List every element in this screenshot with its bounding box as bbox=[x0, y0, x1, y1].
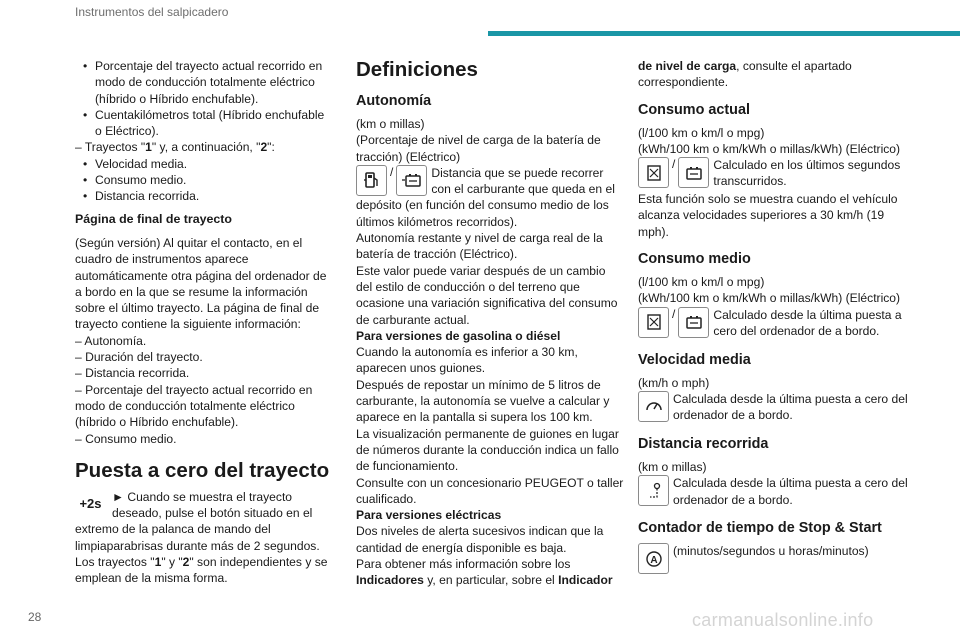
header-title: Instrumentos del salpicadero bbox=[75, 5, 229, 19]
units-text: (km/h o mph) bbox=[638, 375, 710, 390]
battery-consumption-icon bbox=[678, 307, 709, 338]
autonomy-icon-row: / Distancia que se puede recorrer con el carburante que queda en el depósito (en función del consumo medio de los últimos kilómetros recorridos). bbox=[356, 165, 624, 230]
battery-consumption-icon bbox=[678, 157, 709, 188]
paragraph: Cuando la autonomía es inferior a 30 km, aparecen unos guiones. bbox=[356, 345, 578, 376]
stop-start-icon bbox=[638, 543, 669, 574]
bullet-item: • Cuentakilómetros total (Híbrido enchufable o Eléctrico). bbox=[75, 107, 330, 140]
section-title: Puesta a cero del trayecto bbox=[75, 458, 330, 482]
trip-line: – Trayectos "1" y, a continuación, "2": bbox=[75, 140, 275, 155]
column-3 bbox=[638, 58, 908, 577]
paragraph: (minutos/segundos u horas/minutos) bbox=[673, 544, 869, 559]
list-item: – Distancia recorrida. bbox=[75, 366, 190, 381]
section-heading: Consumo medio bbox=[638, 251, 751, 268]
distance-icon-row bbox=[638, 475, 908, 509]
units-text: (kWh/100 km o km/kWh o millas/kWh) (Eléctrico) bbox=[638, 291, 901, 306]
units-text: (kWh/100 km o km/kWh o millas/kWh) (Eléctrico) bbox=[638, 141, 901, 156]
reset-button-icon: +2s bbox=[75, 489, 106, 520]
subheading: Para versiones eléctricas bbox=[356, 508, 502, 523]
paragraph: Esta función solo se muestra cuando el vehículo alcanza velocidades superiores a 30 km/h (19 mph). bbox=[638, 192, 898, 239]
units-text: (l/100 km o km/l o mpg) bbox=[638, 125, 765, 140]
list-item: – Consumo medio. bbox=[75, 431, 177, 446]
stopstart-icon-row bbox=[638, 543, 908, 577]
current-consumption-icon-row: / Calculado en los últimos segundos transcurridos. bbox=[638, 157, 908, 191]
paragraph: Autonomía restante y nivel de carga real de la batería de tracción (Eléctrico). bbox=[356, 231, 603, 262]
reset-block bbox=[75, 489, 330, 587]
bullet-item: • Distancia recorrida. bbox=[75, 188, 330, 204]
section-heading: Velocidad media bbox=[638, 351, 751, 368]
watermark: carmanualsonline.info bbox=[692, 610, 874, 630]
section-heading: Consumo actual bbox=[638, 101, 750, 118]
paragraph: Después de repostar un mínimo de 5 litros de carburante, la autonomía se vuelve a calcular y aparece en la pantalla si supera los 100 km. bbox=[356, 377, 610, 425]
fuel-consumption-icon bbox=[638, 307, 669, 338]
paragraph: Consulte con un concesionario PEUGEOT o taller cualificado. bbox=[356, 475, 624, 506]
bullet-item: • Consumo medio. bbox=[75, 172, 330, 188]
paragraph: Dos niveles de alerta sucesivos indican que la cantidad de energía disponible es baja. bbox=[356, 524, 604, 555]
list-item: – Porcentaje del trayecto actual recorrido en modo de conducción totalmente eléctrico (híbrido o Híbrido enchufable). bbox=[75, 382, 313, 430]
paragraph: Distancia que se puede recorrer con el carburante que queda en el depósito (en función del consumo medio de los últimos kilómetros recorridos). bbox=[356, 165, 615, 229]
paragraph: (Según versión) Al quitar el contacto, en el cuadro de instrumentos aparece automáticamente otra página del ordenador de a bordo en la que se resume la información sobre el último trayecto. La página de final de trayecto contiene la siguiente información: bbox=[75, 235, 327, 332]
paragraph: Para obtener más información sobre los Indicadores y, en particular, sobre el Indicador bbox=[356, 557, 613, 588]
page-number: 28 bbox=[28, 610, 42, 624]
paragraph: de nivel de carga, consulte el apartado correspondiente. bbox=[638, 59, 852, 90]
speedometer-icon bbox=[638, 391, 669, 422]
paragraph: Calculada desde la última puesta a cero del ordenador de a bordo. bbox=[673, 391, 908, 423]
svg-text:A: A bbox=[649, 554, 658, 566]
section-heading: Autonomía bbox=[356, 93, 432, 109]
average-consumption-icon-row: / Calculado desde la última puesta a cero del ordenador de a bordo. bbox=[638, 307, 908, 341]
paragraph: ► Cuando se muestra el trayecto deseado, pulse el botón situado en el extremo de la palanca de mando del limpiaparabrisas durante más de 2 segundos. bbox=[75, 489, 320, 553]
units-text: (km o millas) bbox=[638, 459, 707, 474]
bullet-item: • Porcentaje del trayecto actual recorrido en modo de conducción totalmente eléctrico (híbrido o Híbrido enchufable). bbox=[75, 58, 330, 107]
section-heading: Página de final de trayecto bbox=[75, 211, 232, 226]
units-text: (l/100 km o km/l o mpg) bbox=[638, 275, 765, 290]
list-item: – Autonomía. bbox=[75, 333, 147, 348]
paragraph: Calculado en los últimos segundos transcurridos. bbox=[713, 158, 901, 189]
units-text: (Porcentaje de nivel de carga de la batería de tracción) (Eléctrico) bbox=[356, 133, 601, 164]
definitions-title: Definiciones bbox=[356, 58, 478, 81]
section-heading: Distancia recorrida bbox=[638, 435, 769, 452]
column-2 bbox=[356, 58, 624, 589]
header-accent-bar bbox=[488, 31, 960, 36]
list-item: – Duración del trayecto. bbox=[75, 350, 203, 365]
fuel-pump-icon bbox=[356, 165, 387, 196]
paragraph: Calculado desde la última puesta a cero del ordenador de a bordo. bbox=[713, 307, 902, 338]
fuel-consumption-icon bbox=[638, 157, 669, 188]
paragraph: Este valor puede variar después de un cambio del estilo de conducción o del terreno que ocasione una variación significativa del consumo de carburante actual. bbox=[356, 263, 618, 327]
paragraph: Los trayectos "1" y "2" son independientes y se emplean de la misma forma. bbox=[75, 555, 328, 586]
battery-range-icon bbox=[396, 165, 427, 196]
section-heading: Contador de tiempo de Stop & Start bbox=[638, 520, 882, 537]
distance-pin-icon bbox=[638, 475, 669, 506]
units-text: (km o millas) bbox=[356, 117, 425, 131]
paragraph: La visualización permanente de guiones en lugar de números durante la conducción indica un fallo de funcionamiento. bbox=[356, 426, 619, 474]
paragraph: Calculada desde la última puesta a cero del ordenador de a bordo. bbox=[673, 476, 908, 507]
bullet-item: • Velocidad media. bbox=[75, 156, 330, 172]
speed-icon-row bbox=[638, 391, 908, 425]
column-1 bbox=[75, 58, 330, 587]
subheading: Para versiones de gasolina o diésel bbox=[356, 328, 561, 343]
